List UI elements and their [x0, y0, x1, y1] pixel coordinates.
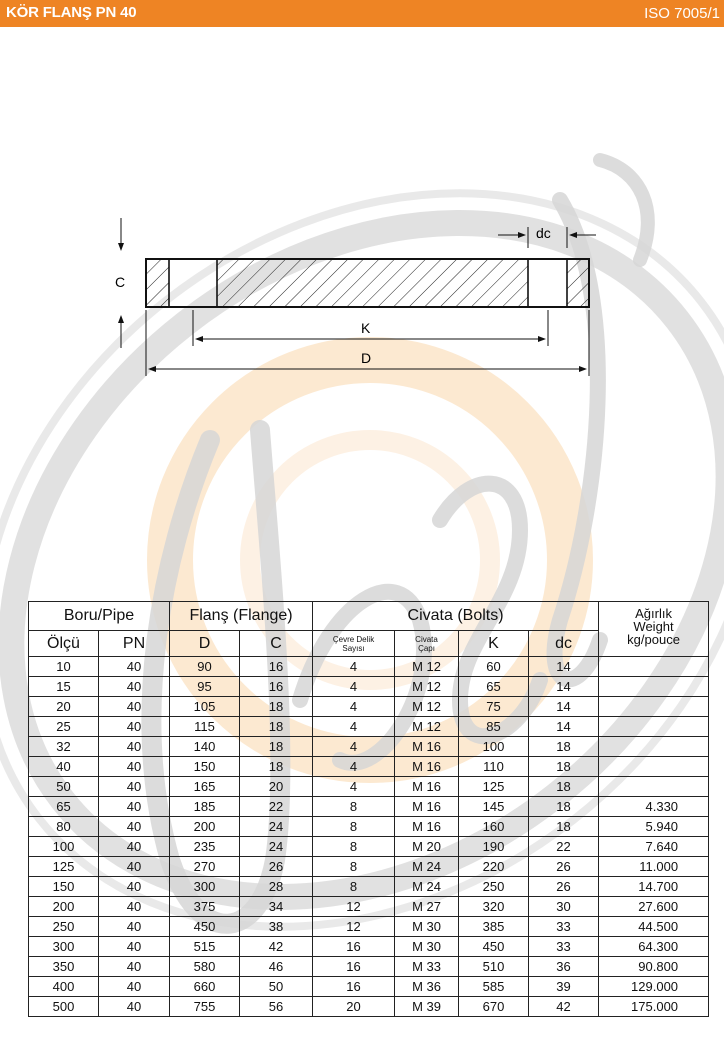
cell-d: 115 — [170, 717, 240, 737]
cell-hole-count: 4 — [313, 757, 395, 777]
cell-hole-count: 8 — [313, 797, 395, 817]
cell-c: 46 — [240, 957, 313, 977]
cell-bolt-dia: M 30 — [395, 917, 459, 937]
cell-bolt-dia: M 12 — [395, 717, 459, 737]
cell-d: 660 — [170, 977, 240, 997]
cell-dc: 33 — [529, 937, 599, 957]
cell-d: 90 — [170, 657, 240, 677]
header-flange: Flanş (Flange) — [170, 602, 313, 631]
cell-bolt-dia: M 27 — [395, 897, 459, 917]
cell-size: 400 — [29, 977, 99, 997]
cell-bolt-dia: M 36 — [395, 977, 459, 997]
cell-c: 16 — [240, 677, 313, 697]
cell-weight — [599, 697, 709, 717]
cell-dc: 22 — [529, 837, 599, 857]
cell-size: 80 — [29, 817, 99, 837]
cell-weight: 129.000 — [599, 977, 709, 997]
cell-d: 270 — [170, 857, 240, 877]
header-bolt-dia-line2: Çapı — [418, 643, 435, 653]
cell-k: 160 — [459, 817, 529, 837]
cell-d: 235 — [170, 837, 240, 857]
cell-weight — [599, 657, 709, 677]
cell-dc: 42 — [529, 997, 599, 1017]
hatch-right — [567, 260, 588, 306]
cell-weight: 7.640 — [599, 837, 709, 857]
cell-c: 18 — [240, 757, 313, 777]
cell-dc: 18 — [529, 817, 599, 837]
cell-pn: 40 — [99, 777, 170, 797]
cell-hole-count: 8 — [313, 837, 395, 857]
label-k: K — [361, 320, 371, 336]
cell-k: 670 — [459, 997, 529, 1017]
cell-dc: 26 — [529, 857, 599, 877]
cell-weight — [599, 737, 709, 757]
header-weight-line2: Weight — [633, 619, 674, 634]
cell-c: 50 — [240, 977, 313, 997]
header-pipe: Boru/Pipe — [29, 602, 170, 631]
header-hole-count-line2: Sayısı — [342, 643, 365, 653]
cell-pn: 40 — [99, 857, 170, 877]
cell-pn: 40 — [99, 917, 170, 937]
cell-bolt-dia: M 24 — [395, 877, 459, 897]
cell-d: 300 — [170, 877, 240, 897]
cell-k: 220 — [459, 857, 529, 877]
cell-weight — [599, 677, 709, 697]
cell-pn: 40 — [99, 737, 170, 757]
cell-d: 515 — [170, 937, 240, 957]
cell-k: 190 — [459, 837, 529, 857]
table-row — [29, 817, 709, 837]
cell-k: 250 — [459, 877, 529, 897]
cell-size: 125 — [29, 857, 99, 877]
cell-dc: 30 — [529, 897, 599, 917]
table-row — [29, 677, 709, 697]
cell-c: 24 — [240, 817, 313, 837]
cell-dc: 33 — [529, 917, 599, 937]
cell-bolt-dia: M 33 — [395, 957, 459, 977]
cell-pn: 40 — [99, 697, 170, 717]
cell-pn: 40 — [99, 797, 170, 817]
cell-size: 15 — [29, 677, 99, 697]
cell-d: 375 — [170, 897, 240, 917]
cell-c: 18 — [240, 717, 313, 737]
cell-k: 385 — [459, 917, 529, 937]
hatch-center — [217, 260, 528, 306]
cell-hole-count: 20 — [313, 997, 395, 1017]
cell-hole-count: 4 — [313, 697, 395, 717]
table-row — [29, 917, 709, 937]
header-pn: PN — [99, 631, 170, 657]
cell-size: 25 — [29, 717, 99, 737]
cell-bolt-dia: M 12 — [395, 657, 459, 677]
cell-c: 18 — [240, 697, 313, 717]
cell-bolt-dia: M 16 — [395, 817, 459, 837]
cell-dc: 39 — [529, 977, 599, 997]
cell-pn: 40 — [99, 657, 170, 677]
cell-pn: 40 — [99, 897, 170, 917]
cell-weight: 11.000 — [599, 857, 709, 877]
table-row — [29, 797, 709, 817]
cell-pn: 40 — [99, 997, 170, 1017]
cell-hole-count: 16 — [313, 937, 395, 957]
cell-bolt-dia: M 16 — [395, 737, 459, 757]
cell-dc: 14 — [529, 717, 599, 737]
cell-c: 34 — [240, 897, 313, 917]
cell-pn: 40 — [99, 717, 170, 737]
cell-bolt-dia: M 16 — [395, 777, 459, 797]
cell-dc: 14 — [529, 697, 599, 717]
cell-bolt-dia: M 12 — [395, 697, 459, 717]
cell-dc: 18 — [529, 797, 599, 817]
header-c: C — [240, 631, 313, 657]
cell-d: 185 — [170, 797, 240, 817]
cell-c: 18 — [240, 737, 313, 757]
cell-c: 26 — [240, 857, 313, 877]
cell-size: 350 — [29, 957, 99, 977]
cell-weight: 4.330 — [599, 797, 709, 817]
table-row — [29, 997, 709, 1017]
hatch-left — [147, 260, 169, 306]
cell-d: 105 — [170, 697, 240, 717]
cell-hole-count: 16 — [313, 957, 395, 977]
cell-pn: 40 — [99, 937, 170, 957]
cell-c: 42 — [240, 937, 313, 957]
cell-bolt-dia: M 12 — [395, 677, 459, 697]
cell-dc: 18 — [529, 757, 599, 777]
table-row — [29, 737, 709, 757]
cell-hole-count: 4 — [313, 777, 395, 797]
cell-weight: 5.940 — [599, 817, 709, 837]
header-weight-line3: kg/pouce — [627, 632, 680, 647]
cell-k: 75 — [459, 697, 529, 717]
header-dc: dc — [529, 631, 599, 657]
cell-dc: 14 — [529, 657, 599, 677]
table-row — [29, 777, 709, 797]
cell-size: 20 — [29, 697, 99, 717]
cell-size: 300 — [29, 937, 99, 957]
table-row — [29, 857, 709, 877]
table-row — [29, 837, 709, 857]
cell-weight: 175.000 — [599, 997, 709, 1017]
label-dc: dc — [536, 225, 551, 241]
cell-hole-count: 12 — [313, 897, 395, 917]
cell-k: 145 — [459, 797, 529, 817]
header-weight-line1: Ağırlık — [635, 606, 672, 621]
cell-c: 24 — [240, 837, 313, 857]
cell-size: 40 — [29, 757, 99, 777]
table-row — [29, 657, 709, 677]
page-title: KÖR FLANŞ PN 40 — [6, 4, 137, 21]
cell-k: 110 — [459, 757, 529, 777]
cell-c: 16 — [240, 657, 313, 677]
cell-dc: 14 — [529, 677, 599, 697]
header-bolts: Civata (Bolts) — [313, 602, 599, 631]
cell-size: 250 — [29, 917, 99, 937]
cell-k: 125 — [459, 777, 529, 797]
cell-d: 580 — [170, 957, 240, 977]
cell-k: 60 — [459, 657, 529, 677]
table-row — [29, 977, 709, 997]
cell-size: 65 — [29, 797, 99, 817]
cell-bolt-dia: M 30 — [395, 937, 459, 957]
cell-k: 450 — [459, 937, 529, 957]
cell-weight — [599, 777, 709, 797]
cell-hole-count: 12 — [313, 917, 395, 937]
cell-dc: 18 — [529, 777, 599, 797]
cell-weight: 64.300 — [599, 937, 709, 957]
cell-hole-count: 4 — [313, 737, 395, 757]
cell-k: 320 — [459, 897, 529, 917]
header-weight — [599, 602, 709, 657]
cell-dc: 18 — [529, 737, 599, 757]
cell-k: 85 — [459, 717, 529, 737]
cell-weight — [599, 717, 709, 737]
flange-spec-table — [28, 601, 709, 1017]
label-c: C — [115, 274, 126, 290]
cell-hole-count: 8 — [313, 877, 395, 897]
cell-weight: 90.800 — [599, 957, 709, 977]
cell-bolt-dia: M 20 — [395, 837, 459, 857]
cell-hole-count: 8 — [313, 817, 395, 837]
table-row — [29, 897, 709, 917]
cell-size: 150 — [29, 877, 99, 897]
cell-k: 585 — [459, 977, 529, 997]
cell-c: 28 — [240, 877, 313, 897]
cell-c: 22 — [240, 797, 313, 817]
cell-d: 200 — [170, 817, 240, 837]
cell-d: 95 — [170, 677, 240, 697]
cell-hole-count: 4 — [313, 677, 395, 697]
cell-pn: 40 — [99, 977, 170, 997]
table-row — [29, 717, 709, 737]
cell-d: 165 — [170, 777, 240, 797]
table-row — [29, 757, 709, 777]
cell-pn: 40 — [99, 757, 170, 777]
header-bolt-dia-line1: Civata — [415, 634, 438, 644]
cell-bolt-dia: M 16 — [395, 797, 459, 817]
header-bolt-dia — [395, 631, 459, 657]
header-size: Ölçü — [29, 631, 99, 657]
cell-bolt-dia: M 39 — [395, 997, 459, 1017]
table-body — [29, 657, 709, 1017]
cell-d: 150 — [170, 757, 240, 777]
cell-bolt-dia: M 24 — [395, 857, 459, 877]
cell-weight: 44.500 — [599, 917, 709, 937]
cell-pn: 40 — [99, 957, 170, 977]
cell-hole-count: 4 — [313, 717, 395, 737]
cell-size: 200 — [29, 897, 99, 917]
cell-k: 100 — [459, 737, 529, 757]
cell-bolt-dia: M 16 — [395, 757, 459, 777]
cell-c: 56 — [240, 997, 313, 1017]
table-row — [29, 877, 709, 897]
table-row — [29, 957, 709, 977]
cell-hole-count: 4 — [313, 657, 395, 677]
cell-weight: 14.700 — [599, 877, 709, 897]
cell-size: 50 — [29, 777, 99, 797]
cell-k: 65 — [459, 677, 529, 697]
cell-weight: 27.600 — [599, 897, 709, 917]
cell-pn: 40 — [99, 677, 170, 697]
cell-dc: 26 — [529, 877, 599, 897]
standard-code: ISO 7005/1 — [644, 5, 720, 22]
table-row — [29, 937, 709, 957]
cell-k: 510 — [459, 957, 529, 977]
cell-pn: 40 — [99, 877, 170, 897]
header-k: K — [459, 631, 529, 657]
cell-weight — [599, 757, 709, 777]
cell-size: 10 — [29, 657, 99, 677]
cell-size: 32 — [29, 737, 99, 757]
header-hole-count — [313, 631, 395, 657]
cell-d: 450 — [170, 917, 240, 937]
cell-pn: 40 — [99, 837, 170, 857]
header-hole-count-line1: Çevre Delik — [332, 634, 375, 644]
cell-hole-count: 16 — [313, 977, 395, 997]
cell-size: 100 — [29, 837, 99, 857]
cell-d: 140 — [170, 737, 240, 757]
cell-hole-count: 8 — [313, 857, 395, 877]
table-row — [29, 697, 709, 717]
cell-c: 38 — [240, 917, 313, 937]
label-d: D — [361, 350, 372, 366]
cell-pn: 40 — [99, 817, 170, 837]
cell-d: 755 — [170, 997, 240, 1017]
cell-dc: 36 — [529, 957, 599, 977]
cell-c: 20 — [240, 777, 313, 797]
header-d: D — [170, 631, 240, 657]
cell-size: 500 — [29, 997, 99, 1017]
